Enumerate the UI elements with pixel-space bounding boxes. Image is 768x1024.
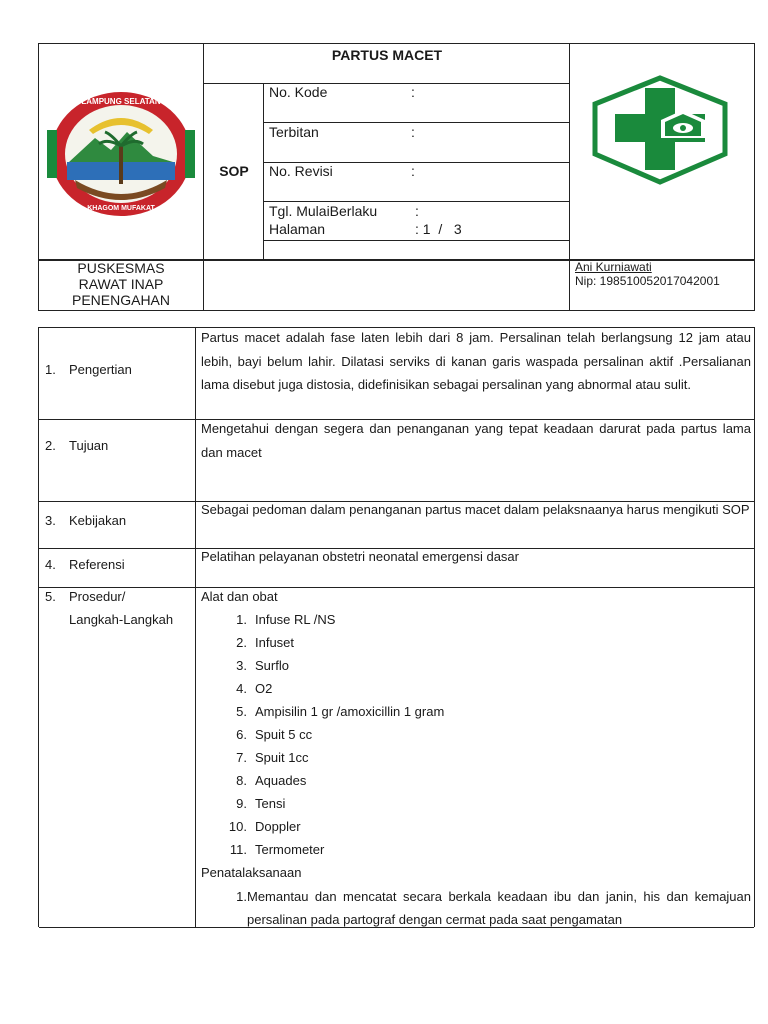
list-item [223, 746, 308, 769]
list-text: Termometer [255, 842, 325, 857]
list-item [223, 677, 272, 700]
section-number: 2. [45, 438, 56, 453]
section-label-tujuan [45, 434, 108, 457]
signer-nip: Nip: 198510052017042001 [575, 274, 720, 288]
sop-label: SOP [219, 163, 249, 179]
list-number: 5. [236, 704, 247, 719]
signer-block [575, 260, 720, 288]
list-item [223, 654, 289, 677]
list-number: 6. [236, 727, 247, 742]
section-number: 5. [45, 589, 56, 604]
list-item [223, 792, 285, 815]
step-number: 1. [236, 889, 247, 904]
document-title: PARTUS MACET [331, 47, 443, 63]
list-number: 7. [236, 750, 247, 765]
section-label-referensi [45, 553, 125, 576]
list-text: O2 [255, 681, 273, 696]
list-item [223, 608, 335, 631]
section-label-kebijakan [45, 509, 126, 532]
list-text: Surflo [255, 658, 289, 673]
list-number: 11. [229, 842, 247, 857]
field-no-kode [269, 84, 415, 100]
field-value: : 1 / 3 [415, 221, 462, 237]
field-label: Terbitan [269, 124, 319, 140]
section-text-referensi: Pelatihan pelayanan obstetri neonatal emergensi dasar [201, 549, 519, 564]
section-label: Tujuan [69, 438, 109, 453]
signer-name: Ani Kurniawati [575, 260, 652, 274]
puskesmas-name [39, 260, 203, 308]
field-label: Tgl. MulaiBerlaku [269, 203, 378, 219]
section-number: 4. [45, 557, 56, 572]
list-item [223, 631, 294, 654]
list-text: Infuse RL /NS [255, 612, 336, 627]
list-number: 4. [236, 681, 247, 696]
sop-header [38, 43, 755, 311]
puskesmas-line: RAWAT INAP [78, 276, 164, 292]
section-number: 1. [45, 362, 56, 377]
sop-content-table [38, 327, 755, 927]
list-text: Spuit 1cc [255, 750, 309, 765]
list-number: 8. [236, 773, 247, 788]
section-label: Kebijakan [69, 513, 127, 528]
list-item [223, 723, 312, 746]
mgmt-step-text: Memantau dan mencatat secara berkala keadaan ibu dan janin, his dan kemajuan persalinan pada partograf dengan cermat pada saat pengamatan [247, 889, 751, 927]
list-text: Spuit 5 cc [255, 727, 313, 742]
field-terbitan [269, 124, 415, 140]
mgmt-heading: Penatalaksanaan [201, 865, 302, 880]
field-no-revisi [269, 163, 415, 179]
list-item [223, 700, 444, 723]
list-text: Tensi [255, 796, 286, 811]
list-item [223, 769, 306, 792]
section-label: Referensi [69, 557, 125, 572]
section-label-prosedur [45, 585, 125, 608]
list-item [223, 838, 324, 861]
list-number: 2. [236, 635, 247, 650]
list-text: Ampisilin 1 gr /amoxicillin 1 gram [255, 704, 445, 719]
section-text-tujuan: Mengetahui dengan segera dan penanganan yang tepat keadaan darurat pada partus lama dan macet [201, 421, 751, 460]
list-number: 10. [228, 819, 247, 834]
section-label: Prosedur/ [69, 589, 126, 604]
field-label: Halaman [269, 221, 326, 237]
logo-bottom-text: KHAGOM MUFAKAT [87, 205, 155, 212]
field-halaman [269, 221, 462, 237]
list-text: Doppler [255, 819, 301, 834]
puskesmas-line: PUSKESMAS [77, 260, 165, 276]
section-text-pengertian: Partus macet adalah fase laten lebih dari 8 jam. Persalinan telah berlangsung 12 jam atau lebih, bayi belum lahir. Dilatasi serviks di kanan garis waspada persalinan aktif .Persalianan lama disebut juga distosia, didefinisikan sebagai persalinan yang abnormal atau sulit. [201, 330, 751, 392]
field-value: : [411, 124, 415, 140]
kabupaten-logo [45, 84, 197, 224]
section-label-langkah: Langkah-Langkah [69, 612, 174, 627]
puskesmas-line: PENENGAHAN [71, 292, 171, 308]
list-number: 1. [236, 612, 247, 627]
list-number: 9. [236, 796, 247, 811]
section-number: 3. [45, 513, 56, 528]
list-text: Infuset [255, 635, 295, 650]
field-label: No. Kode [269, 84, 328, 100]
section-text-kebijakan: Sebagai pedoman dalam penanganan partus macet dalam pelaksnaanya harus mengikuti SOP [201, 502, 750, 517]
puskesmas-logo [587, 74, 733, 186]
list-number: 3. [236, 658, 247, 673]
field-tgl-mulai-berlaku [269, 203, 419, 219]
field-value: : [411, 84, 415, 100]
logo-top-text: LAMPUNG SELATAN [81, 97, 161, 106]
list-item [223, 815, 301, 838]
field-value: : [415, 203, 419, 219]
field-label: No. Revisi [269, 163, 333, 179]
section-label: Pengertian [69, 362, 132, 377]
tools-heading: Alat dan obat [201, 589, 278, 604]
list-text: Aquades [255, 773, 307, 788]
section-label-pengertian [45, 358, 132, 381]
field-value: : [411, 163, 415, 179]
